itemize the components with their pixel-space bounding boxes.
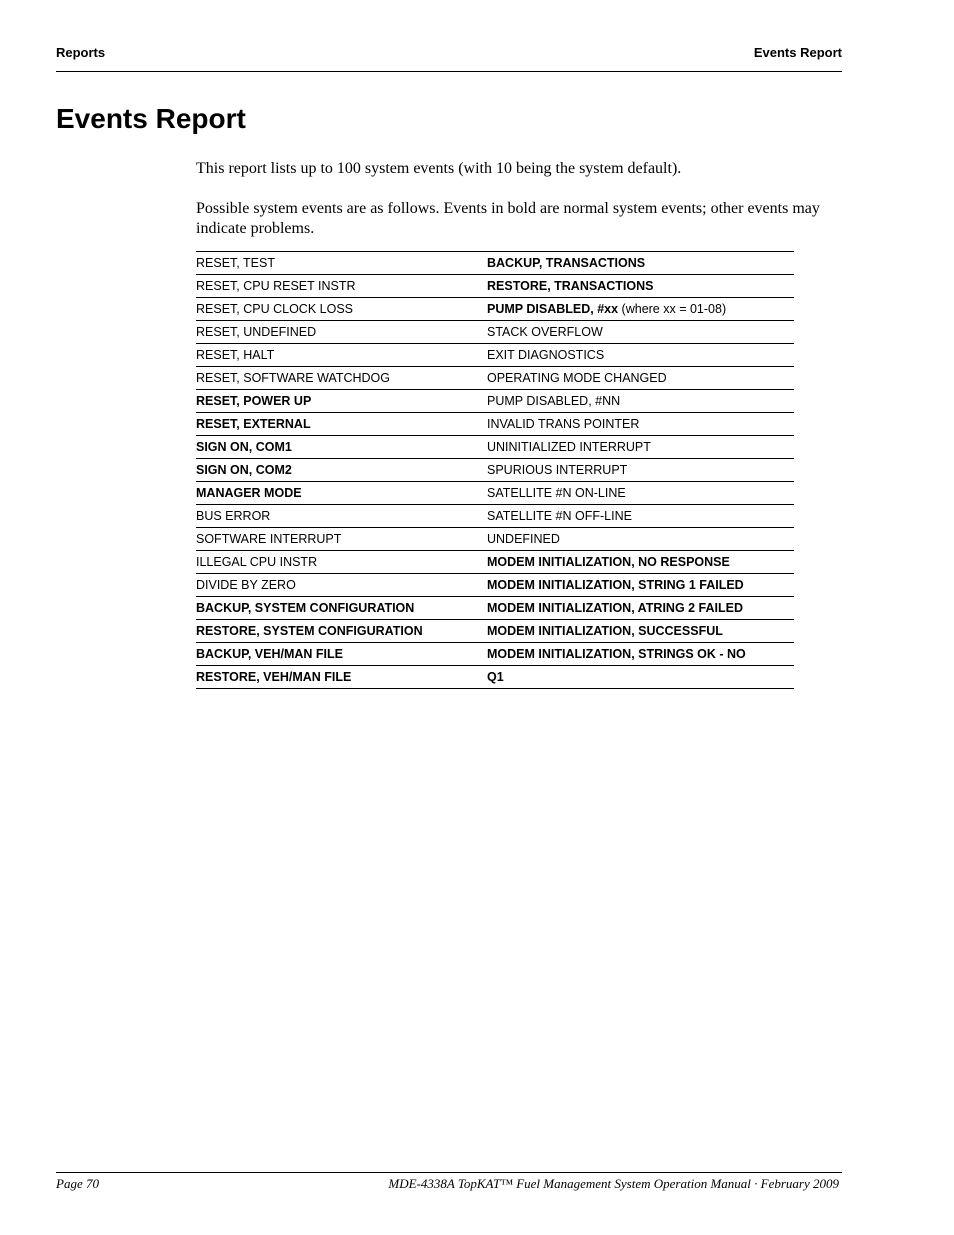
page-title: Events Report: [56, 103, 246, 134]
event-cell: ILLEGAL CPU INSTR: [196, 551, 487, 574]
table-row: [196, 344, 794, 367]
event-cell: MODEM INITIALIZATION, STRINGS OK - NO: [487, 643, 794, 666]
event-cell: UNINITIALIZED INTERRUPT: [487, 436, 794, 459]
table-row: [196, 643, 794, 666]
event-cell: MANAGER MODE: [196, 482, 487, 505]
table-row: [196, 252, 794, 275]
event-cell: BACKUP, SYSTEM CONFIGURATION: [196, 597, 487, 620]
table-row: [196, 551, 794, 574]
event-cell: MODEM INITIALIZATION, STRING 1 FAILED: [487, 574, 794, 597]
event-cell: RESET, CPU RESET INSTR: [196, 275, 487, 298]
event-cell: STACK OVERFLOW: [487, 321, 794, 344]
event-cell: DIVIDE BY ZERO: [196, 574, 487, 597]
table-row: [196, 528, 794, 551]
event-cell: BUS ERROR: [196, 505, 487, 528]
event-cell: MODEM INITIALIZATION, SUCCESSFUL: [487, 620, 794, 643]
table-row: [196, 321, 794, 344]
event-cell: UNDEFINED: [487, 528, 794, 551]
event-cell: RESET, SOFTWARE WATCHDOG: [196, 367, 487, 390]
event-cell: BACKUP, VEH/MAN FILE: [196, 643, 487, 666]
table-row: [196, 367, 794, 390]
table-row: [196, 574, 794, 597]
event-cell: RESTORE, TRANSACTIONS: [487, 275, 794, 298]
event-cell: MODEM INITIALIZATION, ATRING 2 FAILED: [487, 597, 794, 620]
table-row: [196, 666, 794, 689]
header-topic: Events Report: [753, 45, 842, 60]
table-row: [196, 436, 794, 459]
table-row: [196, 390, 794, 413]
header-rule: [56, 71, 842, 72]
event-cell: BACKUP, TRANSACTIONS: [487, 252, 794, 275]
event-cell: SPURIOUS INTERRUPT: [487, 459, 794, 482]
event-cell: OPERATING MODE CHANGED: [487, 367, 794, 390]
manual-title: MDE-4338A TopKAT™ Fuel Management System Operation Manual · February 2009: [388, 1176, 839, 1191]
event-cell: SIGN ON, COM1: [196, 436, 487, 459]
footer-rule: [56, 1172, 842, 1173]
event-cell: INVALID TRANS POINTER: [487, 413, 794, 436]
table-row: [196, 482, 794, 505]
event-cell: SIGN ON, COM2: [196, 459, 487, 482]
event-cell: RESET, EXTERNAL: [196, 413, 487, 436]
event-cell: RESET, POWER UP: [196, 390, 487, 413]
event-cell: RESET, TEST: [196, 252, 487, 275]
event-cell: Q1: [487, 666, 794, 689]
table-row: [196, 459, 794, 482]
event-note: (where xx = 01-08): [621, 302, 727, 316]
event-name: PUMP DISABLED, #xx: [487, 302, 619, 316]
event-cell: RESET, CPU CLOCK LOSS: [196, 298, 487, 321]
event-cell: RESTORE, SYSTEM CONFIGURATION: [196, 620, 487, 643]
page-number: Page 70: [56, 1176, 99, 1191]
table-row: [196, 597, 794, 620]
intro-paragraph: This report lists up to 100 system events (with 10 being the system default).: [196, 160, 682, 177]
event-cell: RESTORE, VEH/MAN FILE: [196, 666, 487, 689]
table-row: [196, 275, 794, 298]
event-cell: PUMP DISABLED, #NN: [487, 390, 794, 413]
table-row: [196, 505, 794, 528]
table-row: [196, 620, 794, 643]
events-table: [196, 251, 794, 689]
table-row: [196, 413, 794, 436]
event-cell: SOFTWARE INTERRUPT: [196, 528, 487, 551]
description-paragraph: Possible system events are as follows. Events in bold are normal system events; other events may indicate problems.: [196, 200, 820, 237]
event-cell: SATELLITE #N OFF-LINE: [487, 505, 794, 528]
table-row: [196, 298, 794, 321]
event-cell: RESET, UNDEFINED: [196, 321, 487, 344]
event-cell: [487, 298, 794, 321]
event-cell: EXIT DIAGNOSTICS: [487, 344, 794, 367]
header-section: Reports: [56, 45, 106, 60]
event-cell: RESET, HALT: [196, 344, 487, 367]
event-cell: SATELLITE #N ON-LINE: [487, 482, 794, 505]
event-cell: MODEM INITIALIZATION, NO RESPONSE: [487, 551, 794, 574]
